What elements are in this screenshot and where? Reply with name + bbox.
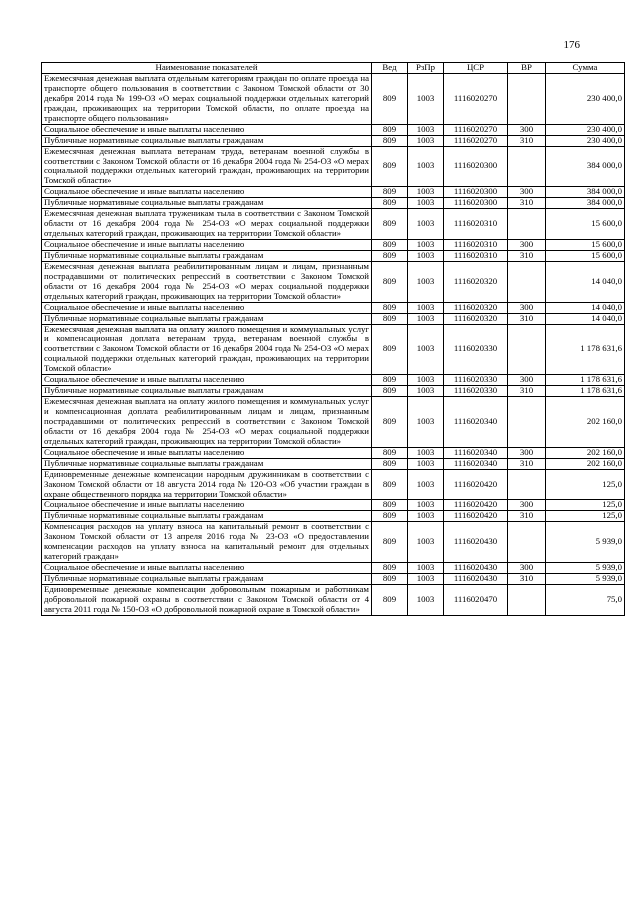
row-name-cell: Публичные нормативные социальные выплаты гражданам: [42, 135, 372, 146]
row-rzpr-cell: 1003: [408, 250, 444, 261]
row-ved-cell: 809: [372, 375, 408, 386]
table-row: [42, 458, 625, 469]
row-vr-cell: [508, 522, 546, 563]
row-rzpr-cell: 1003: [408, 458, 444, 469]
row-csr-cell: 1116020470: [444, 584, 508, 615]
row-ved-cell: 809: [372, 397, 408, 448]
row-sum-cell: 125,0: [546, 500, 625, 511]
row-sum-cell: 125,0: [546, 511, 625, 522]
row-ved-cell: 809: [372, 124, 408, 135]
row-vr-cell: 310: [508, 250, 546, 261]
row-csr-cell: 1116020320: [444, 313, 508, 324]
row-rzpr-cell: 1003: [408, 74, 444, 125]
row-csr-cell: 1116020330: [444, 324, 508, 375]
row-rzpr-cell: 1003: [408, 469, 444, 500]
row-csr-cell: 1116020420: [444, 511, 508, 522]
header-vr: ВР: [508, 63, 546, 74]
row-sum-cell: 1 178 631,6: [546, 324, 625, 375]
row-sum-cell: 15 600,0: [546, 209, 625, 240]
row-vr-cell: 310: [508, 511, 546, 522]
row-sum-cell: 202 160,0: [546, 458, 625, 469]
row-vr-cell: 310: [508, 313, 546, 324]
row-name-cell: Ежемесячная денежная выплата труженикам тыла в соответствии с Законом Томской области от 16 декабря 2004 года № 254-ОЗ «О мерах социальной поддержки отдельных категорий граждан, проживающих на территории Томской области»: [42, 209, 372, 240]
row-sum-cell: 14 040,0: [546, 261, 625, 302]
row-sum-cell: 230 400,0: [546, 74, 625, 125]
row-rzpr-cell: 1003: [408, 563, 444, 574]
row-vr-cell: 300: [508, 187, 546, 198]
row-sum-cell: 14 040,0: [546, 302, 625, 313]
row-rzpr-cell: 1003: [408, 584, 444, 615]
row-ved-cell: 809: [372, 522, 408, 563]
row-rzpr-cell: 1003: [408, 261, 444, 302]
header-rzpr: РзПр: [408, 63, 444, 74]
row-rzpr-cell: 1003: [408, 375, 444, 386]
row-name-cell: Ежемесячная денежная выплата на оплату жилого помещения и коммунальных услуг и компенсационная доплата реабилитированным лицам и лицам, признанным пострадавшими от политических репрессий в соответствии с Законом Томской области от 16 декабря 2004 года № 254-ОЗ «О мерах социальной поддержки отдельных категорий граждан, проживающих на территории Томской области»: [42, 397, 372, 448]
header-ved: Вед: [372, 63, 408, 74]
row-vr-cell: [508, 324, 546, 375]
row-csr-cell: 1116020300: [444, 187, 508, 198]
row-csr-cell: 1116020430: [444, 574, 508, 585]
table-row: [42, 522, 625, 563]
row-vr-cell: [508, 469, 546, 500]
row-vr-cell: 300: [508, 240, 546, 251]
row-ved-cell: 809: [372, 261, 408, 302]
row-sum-cell: 384 000,0: [546, 198, 625, 209]
row-ved-cell: 809: [372, 458, 408, 469]
row-sum-cell: 15 600,0: [546, 240, 625, 251]
row-rzpr-cell: 1003: [408, 574, 444, 585]
table-row: [42, 563, 625, 574]
row-sum-cell: 5 939,0: [546, 574, 625, 585]
row-sum-cell: 230 400,0: [546, 124, 625, 135]
table-row: [42, 240, 625, 251]
table-row: [42, 447, 625, 458]
row-ved-cell: 809: [372, 250, 408, 261]
row-rzpr-cell: 1003: [408, 187, 444, 198]
row-ved-cell: 809: [372, 469, 408, 500]
row-vr-cell: [508, 146, 546, 187]
row-vr-cell: [508, 74, 546, 125]
row-name-cell: Социальное обеспечение и иные выплаты населению: [42, 124, 372, 135]
page-number: 176: [563, 39, 580, 51]
table-row: [42, 375, 625, 386]
row-csr-cell: 1116020330: [444, 386, 508, 397]
row-sum-cell: 384 000,0: [546, 187, 625, 198]
row-name-cell: Социальное обеспечение и иные выплаты населению: [42, 187, 372, 198]
table-row: [42, 209, 625, 240]
row-rzpr-cell: 1003: [408, 313, 444, 324]
row-ved-cell: 809: [372, 302, 408, 313]
row-ved-cell: 809: [372, 584, 408, 615]
row-rzpr-cell: 1003: [408, 500, 444, 511]
table-header-row: [42, 63, 625, 74]
row-rzpr-cell: 1003: [408, 240, 444, 251]
row-sum-cell: 75,0: [546, 584, 625, 615]
header-name: Наименование показателей: [42, 63, 372, 74]
row-name-cell: Компенсация расходов на уплату взноса на капитальный ремонт в соответствии с Законом Томской области от 13 апреля 2016 года № 23-ОЗ «О предоставлении компенсации расходов на уплату взноса на капитальный ремонт для отдельных категорий граждан»: [42, 522, 372, 563]
row-sum-cell: 1 178 631,6: [546, 386, 625, 397]
row-name-cell: Социальное обеспечение и иные выплаты населению: [42, 500, 372, 511]
table-row: [42, 500, 625, 511]
row-sum-cell: 5 939,0: [546, 522, 625, 563]
row-csr-cell: 1116020430: [444, 563, 508, 574]
row-rzpr-cell: 1003: [408, 511, 444, 522]
row-name-cell: Ежемесячная денежная выплата на оплату жилого помещения и коммунальных услуг и компенсационная доплата ветеранам труда, ветеранам военной службы в соответствии с Законом Томской области от 16 декабря 2004 года № 254-ОЗ «О мерах социальной поддержки отдельных категорий граждан, проживающих на территории Томской области»: [42, 324, 372, 375]
row-ved-cell: 809: [372, 386, 408, 397]
row-rzpr-cell: 1003: [408, 146, 444, 187]
header-csr: ЦСР: [444, 63, 508, 74]
row-ved-cell: 809: [372, 146, 408, 187]
row-csr-cell: 1116020340: [444, 458, 508, 469]
row-csr-cell: 1116020270: [444, 124, 508, 135]
row-rzpr-cell: 1003: [408, 135, 444, 146]
table-row: [42, 135, 625, 146]
row-name-cell: Социальное обеспечение и иные выплаты населению: [42, 240, 372, 251]
row-rzpr-cell: 1003: [408, 386, 444, 397]
row-vr-cell: 300: [508, 375, 546, 386]
row-rzpr-cell: 1003: [408, 522, 444, 563]
row-name-cell: Социальное обеспечение и иные выплаты населению: [42, 447, 372, 458]
row-rzpr-cell: 1003: [408, 124, 444, 135]
row-csr-cell: 1116020420: [444, 469, 508, 500]
row-csr-cell: 1116020300: [444, 198, 508, 209]
row-sum-cell: 5 939,0: [546, 563, 625, 574]
row-vr-cell: 310: [508, 574, 546, 585]
row-ved-cell: 809: [372, 313, 408, 324]
row-csr-cell: 1116020420: [444, 500, 508, 511]
header-sum: Сумма: [546, 63, 625, 74]
row-vr-cell: 300: [508, 124, 546, 135]
row-sum-cell: 202 160,0: [546, 447, 625, 458]
row-ved-cell: 809: [372, 511, 408, 522]
row-name-cell: Публичные нормативные социальные выплаты гражданам: [42, 198, 372, 209]
row-name-cell: Публичные нормативные социальные выплаты гражданам: [42, 511, 372, 522]
table-row: [42, 74, 625, 125]
row-vr-cell: 300: [508, 302, 546, 313]
row-csr-cell: 1116020330: [444, 375, 508, 386]
row-csr-cell: 1116020300: [444, 146, 508, 187]
row-csr-cell: 1116020340: [444, 397, 508, 448]
row-csr-cell: 1116020310: [444, 209, 508, 240]
table-row: [42, 324, 625, 375]
row-name-cell: Публичные нормативные социальные выплаты гражданам: [42, 250, 372, 261]
row-rzpr-cell: 1003: [408, 324, 444, 375]
row-ved-cell: 809: [372, 240, 408, 251]
row-name-cell: Социальное обеспечение и иные выплаты населению: [42, 302, 372, 313]
table-row: [42, 397, 625, 448]
row-vr-cell: 310: [508, 386, 546, 397]
row-ved-cell: 809: [372, 447, 408, 458]
row-vr-cell: 300: [508, 447, 546, 458]
row-vr-cell: [508, 584, 546, 615]
table-row: [42, 584, 625, 615]
row-vr-cell: 300: [508, 563, 546, 574]
table-body: [42, 74, 625, 616]
row-sum-cell: 1 178 631,6: [546, 375, 625, 386]
row-sum-cell: 230 400,0: [546, 135, 625, 146]
row-rzpr-cell: 1003: [408, 302, 444, 313]
row-name-cell: Ежемесячная денежная выплата реабилитированным лицам и лицам, признанным пострадавшими от политических репрессий в соответствии с Законом Томской области от 16 декабря 2004 года № 254-ОЗ «О мерах социальной поддержки отдельных категорий граждан, проживающих на территории Томской области»: [42, 261, 372, 302]
table-row: [42, 146, 625, 187]
row-name-cell: Единовременные денежные компенсации добровольным пожарным и работникам добровольной пожарной охраны в соответствии с Законом Томской области от 4 августа 2011 года № 150-ОЗ «О добровольной пожарной охране в Томской области»: [42, 584, 372, 615]
row-csr-cell: 1116020430: [444, 522, 508, 563]
table-row: [42, 261, 625, 302]
row-sum-cell: 384 000,0: [546, 146, 625, 187]
row-rzpr-cell: 1003: [408, 447, 444, 458]
row-ved-cell: 809: [372, 574, 408, 585]
row-vr-cell: 310: [508, 135, 546, 146]
row-sum-cell: 14 040,0: [546, 313, 625, 324]
row-csr-cell: 1116020340: [444, 447, 508, 458]
table-row: [42, 187, 625, 198]
row-ved-cell: 809: [372, 563, 408, 574]
row-vr-cell: [508, 261, 546, 302]
table-row: [42, 302, 625, 313]
row-csr-cell: 1116020310: [444, 240, 508, 251]
table-row: [42, 124, 625, 135]
row-name-cell: Ежемесячная денежная выплата отдельным категориям граждан по оплате проезда на транспорте общего пользования в соответствии с Законом Томской области от 30 декабря 2014 года № 199-ОЗ «О мерах социальной поддержки отдельных категорий граждан, проживающих на территории Томской области, по оплате проезда на транспорте общего пользования»: [42, 74, 372, 125]
row-name-cell: Социальное обеспечение и иные выплаты населению: [42, 563, 372, 574]
table-row: [42, 574, 625, 585]
row-vr-cell: 310: [508, 198, 546, 209]
table-row: [42, 313, 625, 324]
row-csr-cell: 1116020310: [444, 250, 508, 261]
row-rzpr-cell: 1003: [408, 198, 444, 209]
row-vr-cell: 300: [508, 500, 546, 511]
row-name-cell: Публичные нормативные социальные выплаты гражданам: [42, 313, 372, 324]
row-sum-cell: 202 160,0: [546, 397, 625, 448]
table-row: [42, 386, 625, 397]
row-ved-cell: 809: [372, 500, 408, 511]
row-sum-cell: 125,0: [546, 469, 625, 500]
row-vr-cell: 310: [508, 458, 546, 469]
row-vr-cell: [508, 209, 546, 240]
row-csr-cell: 1116020270: [444, 74, 508, 125]
row-ved-cell: 809: [372, 198, 408, 209]
row-vr-cell: [508, 397, 546, 448]
table-row: [42, 469, 625, 500]
row-name-cell: Социальное обеспечение и иные выплаты населению: [42, 375, 372, 386]
row-name-cell: Публичные нормативные социальные выплаты гражданам: [42, 458, 372, 469]
row-ved-cell: 809: [372, 187, 408, 198]
row-ved-cell: 809: [372, 74, 408, 125]
row-sum-cell: 15 600,0: [546, 250, 625, 261]
row-ved-cell: 809: [372, 135, 408, 146]
table-row: [42, 250, 625, 261]
row-csr-cell: 1116020320: [444, 302, 508, 313]
row-ved-cell: 809: [372, 209, 408, 240]
row-name-cell: Публичные нормативные социальные выплаты гражданам: [42, 386, 372, 397]
row-name-cell: Единовременные денежные компенсации народным дружинникам в соответствии с Законом Томской области от 18 августа 2014 года № 120-ОЗ «Об участии граждан в охране общественного порядка на территории Томской области»: [42, 469, 372, 500]
row-rzpr-cell: 1003: [408, 209, 444, 240]
row-csr-cell: 1116020320: [444, 261, 508, 302]
row-name-cell: Ежемесячная денежная выплата ветеранам труда, ветеранам военной службы в соответствии с Законом Томской области от 16 декабря 2004 года № 254-ОЗ «О мерах социальной поддержки отдельных категорий граждан, проживающих на территории Томской области»: [42, 146, 372, 187]
row-ved-cell: 809: [372, 324, 408, 375]
row-rzpr-cell: 1003: [408, 397, 444, 448]
budget-table: [41, 62, 625, 616]
row-name-cell: Публичные нормативные социальные выплаты гражданам: [42, 574, 372, 585]
table-row: [42, 198, 625, 209]
table-row: [42, 511, 625, 522]
row-csr-cell: 1116020270: [444, 135, 508, 146]
